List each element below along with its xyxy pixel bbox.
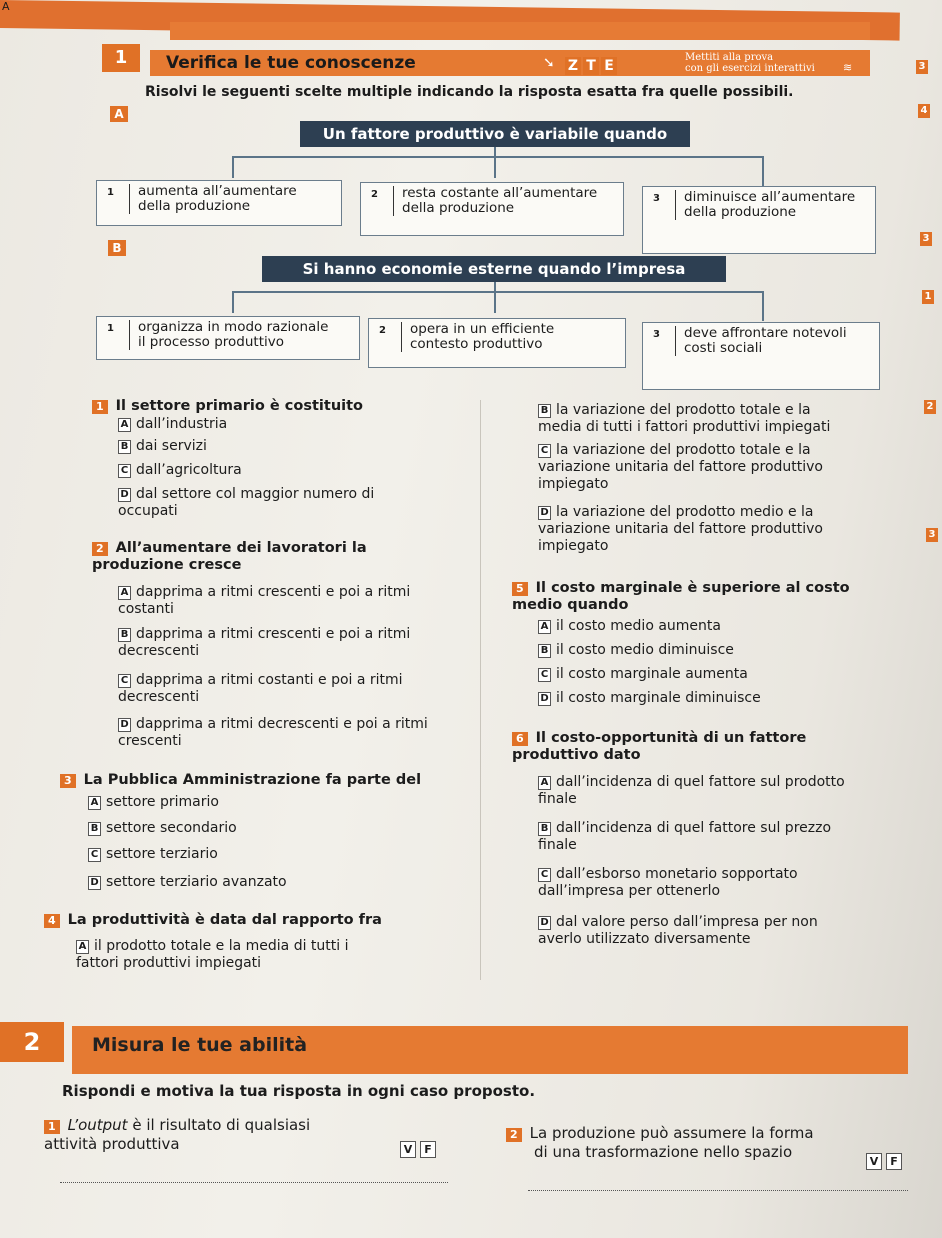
option[interactable]: D settore terziario avanzato bbox=[88, 874, 287, 891]
zte-letter: E bbox=[601, 57, 617, 75]
zte-letter: Z bbox=[565, 57, 581, 75]
connector bbox=[232, 291, 234, 313]
false-box[interactable]: F bbox=[886, 1153, 902, 1170]
map-option: 2 resta costante all’aumentare della produzione bbox=[360, 182, 624, 236]
question-1: 1 Il settore primario è costituito bbox=[92, 398, 363, 415]
option[interactable]: B dapprima a ritmi crescenti e poi a ritmi decrescenti bbox=[118, 626, 411, 659]
map-option: 3 diminuisce all’aumentare della produzione bbox=[642, 186, 876, 254]
true-box[interactable]: V bbox=[400, 1141, 416, 1158]
option[interactable]: B dall’incidenza di quel fattore sul prezzo finale bbox=[538, 820, 832, 853]
answer-line[interactable] bbox=[528, 1190, 908, 1191]
false-box[interactable]: F bbox=[420, 1141, 436, 1158]
option[interactable]: D la variazione del prodotto medio e la variazione unitaria del fattore produttivo impiegato bbox=[538, 504, 823, 554]
connector bbox=[232, 156, 234, 178]
map-tag: A bbox=[110, 106, 128, 122]
question-5: 5 Il costo marginale è superiore al costo medio quando bbox=[512, 580, 850, 613]
option[interactable]: B dai servizi bbox=[118, 438, 207, 455]
option[interactable]: C dapprima a ritmi costanti e poi a ritmi decrescenti bbox=[118, 672, 403, 705]
section-number: 2 bbox=[0, 1022, 64, 1062]
option[interactable]: A dall’incidenza di quel fattore sul prodotto finale bbox=[538, 774, 845, 807]
option[interactable]: B il costo medio diminuisce bbox=[538, 642, 734, 659]
badge-line2: con gli esercizi interattivi bbox=[685, 63, 815, 74]
connector bbox=[762, 291, 764, 321]
instruction: Risolvi le seguenti scelte multiple indicando la risposta esatta fra quelle possibili. bbox=[145, 84, 794, 100]
vf-selector[interactable] bbox=[862, 1150, 902, 1170]
map-option: 2 opera in un efficiente contesto produttivo bbox=[368, 318, 626, 368]
margin-tag: 1 bbox=[922, 290, 934, 304]
section-title: Misura le tue abilità bbox=[92, 1034, 308, 1056]
option[interactable]: A dapprima a ritmi crescenti e poi a ritmi costanti bbox=[118, 584, 411, 617]
option[interactable]: C dall’esborso monetario sopportato dall’impresa per ottenerlo bbox=[538, 866, 798, 899]
connector bbox=[494, 291, 496, 313]
corner-text: A bbox=[2, 0, 10, 13]
top-orange-band-2 bbox=[170, 22, 870, 40]
option[interactable]: A dall’industria bbox=[118, 416, 227, 433]
instruction: Rispondi e motiva la tua risposta in ogni caso proposto. bbox=[62, 1082, 536, 1100]
option[interactable]: C settore terziario bbox=[88, 846, 218, 863]
zte-letter: T bbox=[583, 57, 599, 75]
margin-tag: 3 bbox=[916, 60, 928, 74]
map-option: 3 deve affrontare notevoli costi sociali bbox=[642, 322, 880, 390]
wifi-icon: ≋ bbox=[843, 61, 853, 74]
question-3: 3 La Pubblica Amministrazione fa parte del bbox=[60, 772, 421, 789]
connector bbox=[232, 156, 764, 158]
option[interactable]: C il costo marginale aumenta bbox=[538, 666, 748, 683]
true-false-question: 2 La produzione può assumere la forma di una trasformazione nello spazio bbox=[506, 1124, 926, 1162]
question-2: 2 All’aumentare dei lavoratori la produzione cresce bbox=[92, 540, 367, 573]
margin-tag: 2 bbox=[924, 400, 936, 414]
connector bbox=[494, 156, 496, 178]
margin-tag: 3 bbox=[920, 232, 932, 246]
column-divider bbox=[480, 400, 481, 980]
pointer-icon: ➘ bbox=[543, 55, 555, 71]
zte-badge[interactable] bbox=[543, 52, 853, 75]
option[interactable]: A il prodotto totale e la media di tutti i fattori produttivi impiegati bbox=[76, 938, 349, 971]
map-banner: Si hanno economie esterne quando l’impresa bbox=[262, 256, 726, 282]
option[interactable]: D dapprima a ritmi decrescenti e poi a ritmi crescenti bbox=[118, 716, 428, 749]
map-option: 1 organizza in modo razionale il processo produttivo bbox=[96, 316, 360, 360]
vf-selector[interactable] bbox=[396, 1138, 436, 1158]
option[interactable]: D dal valore perso dall’impresa per non averlo utilizzato diversamente bbox=[538, 914, 818, 947]
section-title: Verifica le tue conoscenze bbox=[166, 53, 416, 73]
section-number: 1 bbox=[102, 44, 140, 72]
connector bbox=[762, 156, 764, 186]
map-banner: Un fattore produttivo è variabile quando bbox=[300, 121, 690, 147]
margin-tag: 4 bbox=[918, 104, 930, 118]
map-option: 1 aumenta all’aumentare della produzione bbox=[96, 180, 342, 226]
option[interactable]: B la variazione del prodotto totale e la media di tutti i fattori produttivi impiegati bbox=[538, 402, 831, 435]
true-false-question: 1 L’output è il risultato di qualsiasi attività produttiva bbox=[44, 1116, 311, 1153]
option[interactable]: D dal settore col maggior numero di occupati bbox=[118, 486, 375, 519]
answer-line[interactable] bbox=[60, 1182, 448, 1183]
map-tag: B bbox=[108, 240, 126, 256]
option[interactable]: C la variazione del prodotto totale e la variazione unitaria del fattore produttivo impiegato bbox=[538, 442, 823, 492]
true-box[interactable]: V bbox=[866, 1153, 882, 1170]
option[interactable]: A il costo medio aumenta bbox=[538, 618, 721, 635]
option[interactable]: B settore secondario bbox=[88, 820, 237, 837]
option[interactable]: C dall’agricoltura bbox=[118, 462, 242, 479]
badge-line1: Mettiti alla prova bbox=[685, 52, 774, 63]
question-6: 6 Il costo-opportunità di un fattore produttivo dato bbox=[512, 730, 807, 763]
option[interactable]: D il costo marginale diminuisce bbox=[538, 690, 761, 707]
option[interactable]: A settore primario bbox=[88, 794, 219, 811]
margin-tag: 3 bbox=[926, 528, 938, 542]
question-4: 4 La produttività è data dal rapporto fra bbox=[44, 912, 382, 929]
connector bbox=[232, 291, 764, 293]
